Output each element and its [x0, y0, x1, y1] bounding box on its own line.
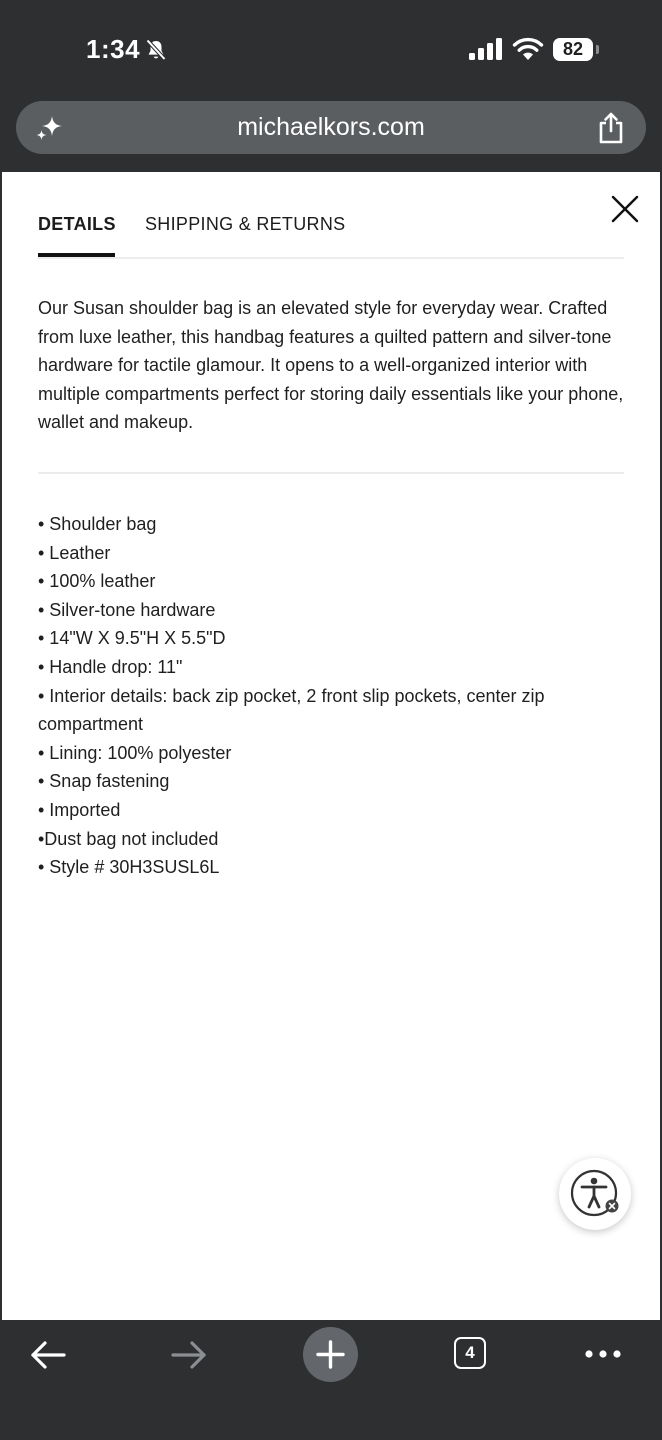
forward-arrow-icon[interactable] [169, 1338, 209, 1372]
tab-shipping-returns[interactable]: SHIPPING & RETURNS [145, 214, 346, 234]
tabs-divider [38, 257, 624, 259]
status-time: 1:34 [86, 34, 141, 64]
feature-item: • 100% leather [38, 571, 156, 592]
feature-item: • Silver-tone hardware [38, 599, 216, 620]
battery-indicator: 82 [553, 38, 593, 61]
tab-details[interactable]: DETAILS [38, 214, 116, 234]
new-tab-button[interactable] [303, 1327, 358, 1382]
feature-item: • Imported [38, 799, 121, 820]
product-details-modal [2, 172, 660, 1320]
address-bar[interactable] [16, 101, 646, 154]
share-icon[interactable] [596, 111, 626, 145]
plus-icon [316, 1340, 345, 1369]
active-tab-indicator [38, 253, 115, 257]
feature-item: • 14"W X 9.5"H X 5.5"D [38, 628, 226, 649]
battery-tip [596, 45, 599, 54]
url-text[interactable]: michaelkors.com [237, 113, 425, 141]
wifi-icon [512, 36, 544, 60]
feature-list [38, 510, 628, 882]
section-divider [38, 472, 624, 474]
status-bar [0, 0, 662, 100]
accessibility-icon [569, 1168, 621, 1220]
tab-switcher-button[interactable]: 4 [454, 1337, 486, 1369]
signal-icon [469, 38, 503, 60]
feature-item: • Snap fastening [38, 771, 170, 792]
product-description: Our Susan shoulder bag is an elevated style for everyday wear. Crafted from luxe leather, this handbag features a quilted pattern and silver-tone hardware for tactile glamour. It opens to a well-organized interior with multiple compartments perfect for storing daily essentials like your phone, wallet and makeup. [38, 298, 624, 433]
sparkle-icon[interactable] [34, 112, 66, 144]
feature-item: • Lining: 100% polyester [38, 742, 232, 763]
more-icon[interactable] [583, 1342, 623, 1366]
feature-item: •Dust bag not included [38, 828, 219, 849]
feature-item: • Shoulder bag [38, 514, 157, 534]
back-arrow-icon[interactable] [28, 1338, 68, 1372]
feature-item: • Handle drop: 11" [38, 656, 183, 677]
browser-toolbar [0, 1322, 662, 1440]
accessibility-button[interactable] [559, 1158, 631, 1230]
feature-item: • Style # 30H3SUSL6L [38, 857, 220, 878]
feature-item: • Leather [38, 542, 111, 563]
bell-slash-icon [144, 38, 168, 62]
feature-item: • Interior details: back zip pocket, 2 front slip pockets, center zip compartment [38, 685, 545, 735]
close-icon[interactable] [610, 194, 640, 224]
